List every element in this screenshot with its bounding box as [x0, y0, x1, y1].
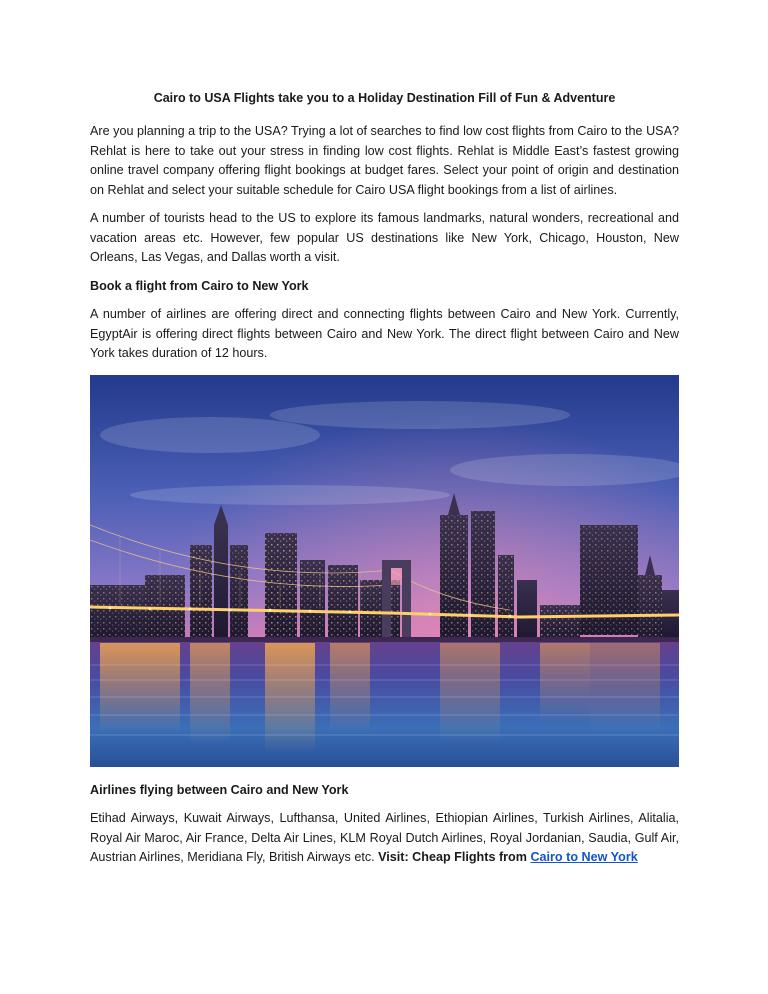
section-heading-airlines: Airlines flying between Cairo and New York: [90, 782, 349, 797]
airlines-list-text: Etihad Airways, Kuwait Airways, Lufthansa, United Airlines, Ethiopian Airlines, Turkish Airlines, Alitalia, Royal Air Maroc, Air France, Delta Air Lines, KLM Royal Dutch Airlines, Royal Jordanian, Saudia, Gulf Air, Austrian Airlines, Meridiana Fly, British Airways etc.: [90, 811, 679, 864]
visit-label: Visit: Cheap Flights from: [378, 850, 531, 864]
airlines-paragraph: [90, 809, 679, 868]
section-heading-book-flight: Book a flight from Cairo to New York: [90, 278, 309, 293]
new-york-skyline-photo: [90, 375, 679, 767]
direct-flights-paragraph: A number of airlines are offering direct and connecting flights between Cairo and New York. Currently, EgyptAir is offering direct flights between Cairo and New York. The direct flight between Cairo and New York takes duration of 12 hours.: [90, 307, 679, 360]
page-title: Cairo to USA Flights take you to a Holiday Destination Fill of Fun & Adventure: [153, 91, 616, 105]
cairo-to-new-york-link[interactable]: Cairo to New York: [530, 850, 638, 864]
document-page: [90, 90, 679, 877]
intro-paragraph: Are you planning a trip to the USA? Trying a lot of searches to find low cost flights from Cairo to the USA? Rehlat is here to take out your stress in finding low cost flights. Rehlat is Middle East’s fastest growing online travel company offering flight bookings at budget fares. Select your point of origin and destination on Rehlat and select your suitable schedule for Cairo USA flight bookings from a list of airlines.: [90, 124, 679, 197]
tourists-paragraph: A number of tourists head to the US to explore its famous landmarks, natural wonders, recreational and vacation areas etc. However, few popular US destinations like New York, Chicago, Houston, New Orleans, Las Vegas, and Dallas worth a visit.: [90, 211, 679, 264]
